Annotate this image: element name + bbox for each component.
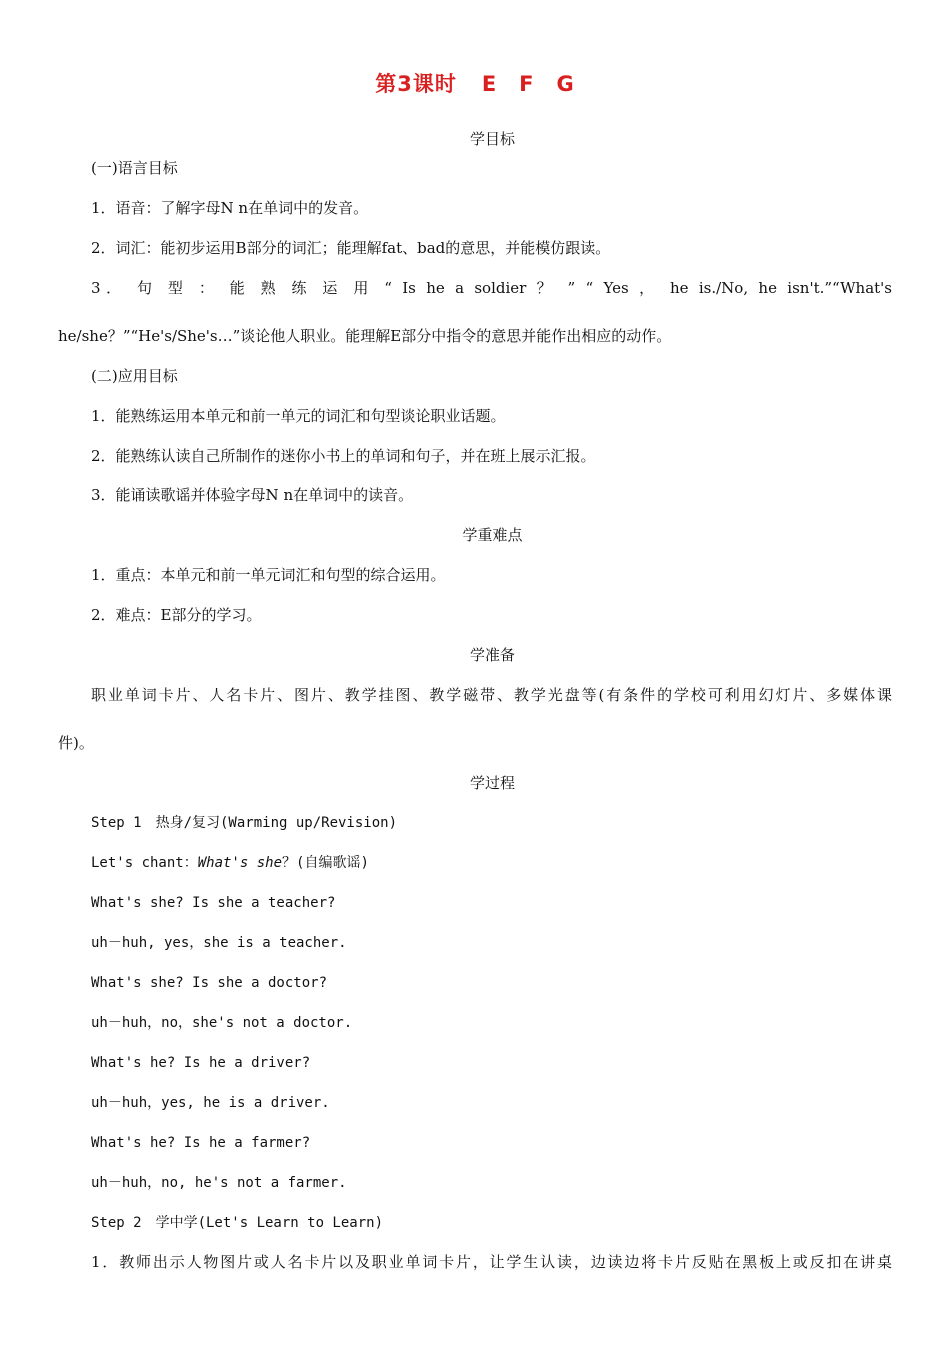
language-objectives-label: (一)语言目标	[91, 159, 178, 177]
key-point-1: 1．重点：本单元和前一单元词汇和句型的综合运用。	[91, 566, 446, 584]
application-objective-3: 3．能诵读歌谣并体验字母N n在单词中的读音。	[91, 486, 414, 504]
language-objective-3-line1: 3． 句 型 ： 能 熟 练 运 用 “ Is he a soldier ？ ” “ Yes ， he is./No, he isn't.”“What's	[91, 279, 892, 297]
key-points-heading: 学重难点	[462, 526, 523, 544]
chant-line	[91, 852, 369, 874]
preparation-heading: 学准备	[469, 646, 515, 664]
language-objective-1: 1．语音：了解字母N n在单词中的发音。	[91, 199, 369, 217]
lesson-number: 第3课时	[375, 72, 457, 96]
application-objective-1: 1．能熟练运用本单元和前一单元的词汇和句型谈论职业话题。	[91, 407, 506, 425]
chant-prefix: Let's chant：	[91, 855, 198, 871]
chant-verse-line: uh－huh，yes, he is a driver.	[91, 1095, 330, 1111]
chant-verse-line: uh－huh，no，she's not a doctor.	[91, 1015, 353, 1031]
step-2-heading: Step 2 学中学(Let's Learn to Learn)	[91, 1215, 384, 1231]
chant-verse-line: uh－huh, yes，she is a teacher.	[91, 935, 347, 951]
objectives-heading: 学目标	[469, 130, 515, 148]
key-point-2: 2．难点：E部分的学习。	[91, 606, 262, 624]
lesson-title	[0, 68, 950, 98]
language-objective-2: 2．词汇：能初步运用B部分的词汇；能理解fat、bad的意思，并能模仿跟读。	[91, 239, 611, 257]
preparation-line-1: 职业单词卡片、人名卡片、图片、教学挂图、教学磁带、教学光盘等(有条件的学校可利用幻灯片、多媒体课	[91, 686, 892, 704]
application-objective-2: 2．能熟练认读自己所制作的迷你小书上的单词和句子，并在班上展示汇报。	[91, 447, 596, 465]
step-2-item-1: 1．教师出示人物图片或人名卡片以及职业单词卡片，让学生认读，边读边将卡片反贴在黑板上或反扣在讲桌	[91, 1253, 892, 1271]
chant-verse-line: What's he? Is he a farmer?	[91, 1135, 311, 1151]
chant-verse-line: What's he? Is he a driver?	[91, 1055, 311, 1071]
step-1-heading: Step 1 热身/复习(Warming up/Revision)	[91, 815, 398, 831]
language-objective-3-line2: he/she？”“He's/She's…”谈论他人职业。能理解E部分中指令的意思并能作出相应的动作。	[58, 327, 672, 345]
chant-verse-line: uh－huh，no, he's not a farmer.	[91, 1175, 347, 1191]
application-objectives-label: (二)应用目标	[91, 367, 178, 385]
preparation-line-2: 件)。	[58, 734, 94, 752]
chant-title: What's she	[197, 855, 283, 871]
process-heading: 学过程	[469, 774, 515, 792]
chant-verse-line: What's she? Is she a teacher?	[91, 895, 336, 911]
chant-suffix: ？(自编歌谣)	[282, 855, 369, 871]
lesson-letters: E F G	[481, 72, 575, 96]
chant-verse-line: What's she? Is she a doctor?	[91, 975, 328, 991]
